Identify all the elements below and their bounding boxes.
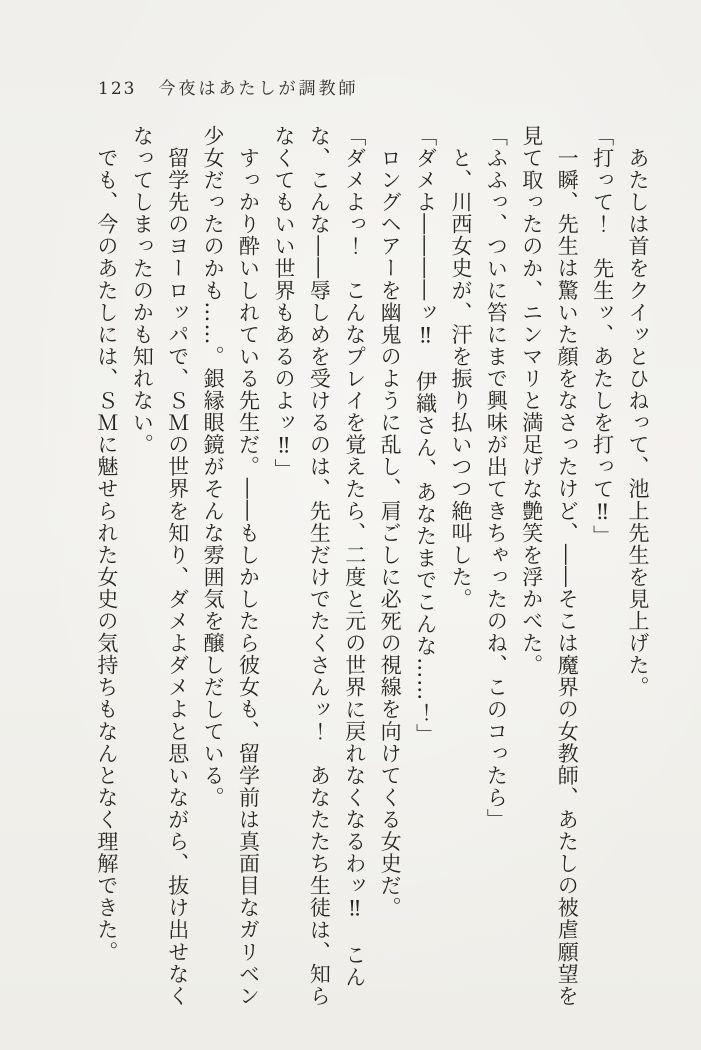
running-header [98, 74, 358, 99]
paragraph: と、川西女史が、汗を振り払いつつ絶叫した。 [448, 147, 473, 611]
paragraph: すっかり酔いしれている先生だ。――もしかしたら彼女も、留学前は真面目なガリベン少女だったのかも……。銀縁眼鏡がそんな雰囲気を醸しだしている。 [201, 125, 261, 1007]
page-number: 123 [98, 79, 137, 99]
vertical-text-block [77, 125, 655, 1011]
paragraph: ロングヘアーを幽鬼のように乱し、肩ごしに必死の視線を向けてくる女史だ。 [378, 147, 403, 919]
paragraph: あたしは首をクイッとひねって、池上先生を見上げた。 [626, 147, 650, 699]
paragraph: 「打って！ 先生ッ、あたしを打って‼」 [590, 125, 615, 547]
paragraph: 留学先のヨーロッパで、ＳＭの世界を知り、ダメよダメよと思いながら、抜け出せなくなってしまったのかも知れない。 [130, 125, 190, 1007]
paragraph: 「ふふっ、ついに笞にまで興味が出てきちゃったのね、このコったら」 [484, 125, 509, 831]
paragraph: 「ダメよっ！ こんなプレイを覚えたら、二度と元の世界に戻れなくなるわッ‼ こんな、こんな――辱しめを受けるのは、先生だけでたくさんッ！ あなたたち生徒は、知らなくてもいい世界もあるのよッ‼」 [271, 125, 367, 1007]
chapter-title: 今夜はあたしが調教師 [158, 79, 359, 99]
paragraph: でも、今のあたしには、ＳＭに魅せられた女史の気持ちもなんとなく理解できた。 [94, 147, 119, 963]
paragraph: 「ダメよ――――ッ‼ 伊織さん、あなたまでこんな……！」 [413, 125, 438, 746]
paragraph: 一瞬、先生は驚いた顔をなさったけど、――そこは魔界の女教師、あたしの被虐願望を見て取ったのか、ニンマリと満足げな艶笑を浮かべた。 [519, 125, 580, 1007]
